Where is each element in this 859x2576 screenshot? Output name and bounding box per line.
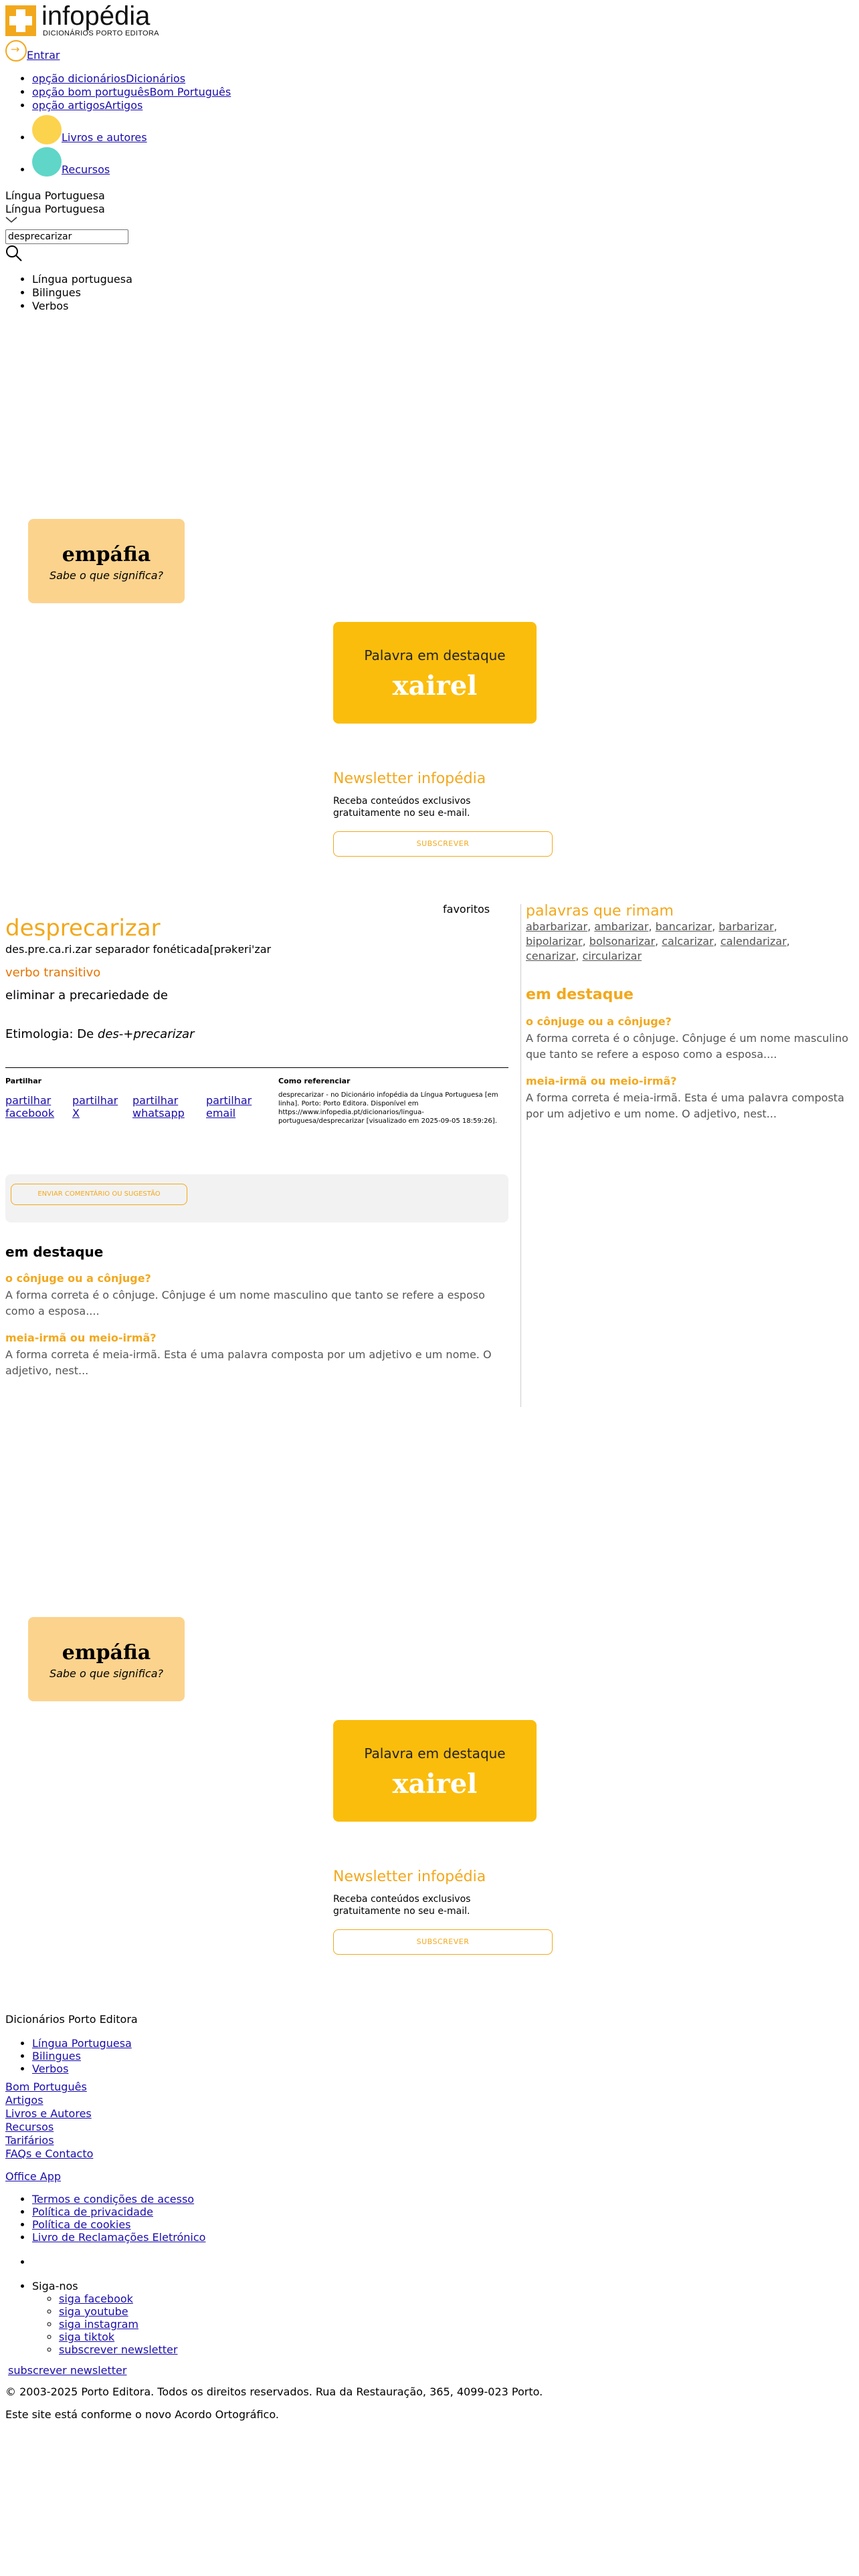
citation-box xyxy=(278,1077,499,1125)
share-title: Partilhar xyxy=(5,1077,42,1085)
rhyme-link[interactable]: bolsonarizar xyxy=(589,935,656,948)
footer-link[interactable]: Livros e Autores xyxy=(5,2107,92,2120)
rhymes-box xyxy=(526,903,859,1122)
facebook-icon[interactable]: siga facebook xyxy=(59,2292,133,2305)
rhyme-link[interactable]: circularizar xyxy=(582,950,642,962)
search-icon[interactable] xyxy=(5,245,23,262)
legal-item xyxy=(32,2218,855,2231)
footer-dict-item xyxy=(32,2062,855,2075)
newsletter-title: Newsletter infopédia xyxy=(333,770,486,787)
featured-item[interactable] xyxy=(526,1015,854,1063)
legal-link[interactable]: Política de cookies xyxy=(32,2218,131,2231)
newsletter-box xyxy=(333,1868,554,1955)
rhyme-link[interactable]: calendarizar xyxy=(720,935,787,948)
login-link[interactable]: Entrar xyxy=(27,49,60,62)
legal-link[interactable]: Política de privacidade xyxy=(32,2206,153,2218)
infopedia-logo[interactable] xyxy=(5,1,206,39)
quiz-word: empáfia xyxy=(62,543,151,566)
etymology-label: Etimologia: De xyxy=(5,1027,94,1041)
nav-item-livros[interactable]: • Livros e autores xyxy=(32,115,231,144)
newsletter-title: Newsletter infopédia xyxy=(333,1868,486,1885)
featured-item-text: A forma correta é o cônjuge. Cônjuge é um nome masculino que tanto se refere a esposo como a esposa.... xyxy=(526,1032,849,1061)
featured-word-title: Palavra em destaque xyxy=(364,647,506,663)
rhyme-link[interactable]: bipolarizar xyxy=(526,935,583,948)
follow-item xyxy=(32,2280,855,2356)
share-whatsapp-button[interactable]: partilhar whatsapp xyxy=(132,1094,185,1119)
dictionary-selector[interactable] xyxy=(5,189,105,216)
dictionary-selected: Língua Portuguesa xyxy=(5,189,105,202)
legal-item xyxy=(32,2206,855,2218)
word-quiz-card[interactable] xyxy=(28,519,185,603)
footer-link[interactable]: Verbos xyxy=(32,2062,69,2075)
featured-item[interactable] xyxy=(526,1075,854,1122)
artigos-icon: opção artigos xyxy=(32,99,105,112)
etymology xyxy=(5,1027,194,1041)
youtube-icon[interactable]: siga youtube xyxy=(59,2305,128,2318)
search-input[interactable] xyxy=(5,229,128,244)
rhyme-link[interactable]: abarbarizar xyxy=(526,920,588,933)
office-app-link[interactable]: Office App xyxy=(5,2170,62,2183)
dictionary-option[interactable]: • Verbos xyxy=(32,300,132,313)
featured-item-title: o cônjuge ou a cônjuge? xyxy=(526,1015,672,1028)
footer xyxy=(5,2013,855,2422)
dicionarios-icon: opção dicionários xyxy=(32,72,126,85)
footer-legal xyxy=(5,2193,855,2244)
rhyme-link[interactable]: calcarizar xyxy=(662,935,714,948)
social-item xyxy=(59,2305,855,2318)
syllables: des.pre.ca.ri.zar xyxy=(5,943,92,956)
featured-item-text: A forma correta é meia-irmã. Esta é uma palavra composta por um adjetivo e um nome. O adjetivo, nest... xyxy=(526,1091,844,1120)
entry-phonetics xyxy=(5,943,271,956)
quiz-question: Sabe o que significa? xyxy=(49,1667,164,1680)
empty-item xyxy=(32,2256,855,2269)
subscribe-newsletter-link[interactable]: subscrever newsletter xyxy=(59,2343,178,2356)
citation-text: desprecarizar - no Dicionário infopédia da Língua Portuguesa [em linha]. Porto: Porto Editora. Disponível em https://www.infopedia.pt/dicionarios/lingua-portuguesa/desprecarizar [visualizado em 2025-09-05 18:59:26]. xyxy=(278,1091,498,1125)
sidebar-divider xyxy=(520,904,521,1407)
citation-title: Como referenciar xyxy=(278,1077,351,1085)
footer-link[interactable]: Tarifários xyxy=(5,2134,54,2147)
dictionary-option[interactable]: • Bilingues xyxy=(32,286,132,300)
entry-word: desprecarizar xyxy=(5,915,161,942)
featured-word-card[interactable] xyxy=(333,622,537,724)
featured-item[interactable] xyxy=(5,1331,500,1379)
featured-word-card[interactable] xyxy=(333,1720,537,1822)
instagram-icon[interactable]: siga instagram xyxy=(59,2318,138,2331)
chevron-down-icon[interactable] xyxy=(5,215,17,226)
footer-social-wrap xyxy=(5,2256,855,2356)
footer-dicts xyxy=(5,2037,855,2075)
legal-link[interactable]: Termos e condições de acesso xyxy=(32,2193,195,2206)
newsletter-box xyxy=(333,770,554,857)
featured-item-text: A forma correta é meia-irmã. Esta é uma palavra composta por um adjetivo e um nome. O adjetivo, nest... xyxy=(5,1348,492,1377)
featured-item-title: meia-irmã ou meio-irmã? xyxy=(526,1075,677,1087)
bom-portugues-icon: opção bom português xyxy=(32,86,150,98)
nav-item-recursos[interactable]: • Recursos xyxy=(32,147,231,177)
favorites-icon[interactable]: favoritos xyxy=(443,903,490,916)
phonetic-separator-icon: separador fonética xyxy=(95,943,197,956)
footer-dict-item xyxy=(32,2037,855,2050)
dictionary-options xyxy=(5,273,132,313)
logo-name: infopédia xyxy=(41,1,151,31)
books-icon xyxy=(32,115,62,144)
footer-link[interactable]: Recursos xyxy=(5,2121,54,2133)
dictionary-selected-label: Língua Portuguesa xyxy=(5,203,105,215)
featured-word-title: Palavra em destaque xyxy=(364,1745,506,1761)
footer-link[interactable]: Artigos xyxy=(5,2094,43,2107)
quiz-word: empáfia xyxy=(62,1641,151,1665)
featured-title: em destaque xyxy=(5,1244,104,1260)
nav-item-artigos[interactable]: • opção artigosArtigos xyxy=(32,99,231,112)
featured-item-text: A forma correta é o cônjuge. Cônjuge é um nome masculino que tanto se refere a esposo como a esposa.... xyxy=(5,1289,485,1317)
rhyme-link[interactable]: ambarizar xyxy=(594,920,649,933)
legal-item xyxy=(32,2231,855,2244)
footer-link[interactable]: Bom Português xyxy=(5,2080,87,2093)
featured-section-sidebar xyxy=(526,986,854,1122)
share-box xyxy=(5,1077,273,1119)
word-quiz-card[interactable] xyxy=(28,1617,185,1701)
etymology-value: des-+precarizar xyxy=(97,1027,195,1041)
phonetic: da[prəkɐri'zar xyxy=(196,943,272,956)
share-email-button[interactable]: partilhar email xyxy=(206,1094,252,1119)
send-comment-button[interactable]: ENVIAR COMENTÁRIO OU SUGESTÃO xyxy=(11,1184,187,1205)
login-icon xyxy=(5,40,27,62)
featured-item-title: o cônjuge ou a cônjuge? xyxy=(5,1272,151,1285)
legal-link[interactable]: Livro de Reclamações Eletrónico xyxy=(32,2231,206,2244)
subscribe-button[interactable]: SUBSCREVER xyxy=(333,1929,553,1955)
social-item xyxy=(59,2343,855,2356)
definition: eliminar a precariedade de xyxy=(5,988,169,1002)
footer-link[interactable]: Bilingues xyxy=(32,2050,81,2062)
follow-label: Siga-nos xyxy=(32,2280,78,2292)
logo-cross-icon xyxy=(5,5,36,36)
resources-icon xyxy=(32,147,62,177)
featured-word: xairel xyxy=(392,670,478,702)
featured-section-main xyxy=(5,1244,500,1379)
featured-item-title: meia-irmã ou meio-irmã? xyxy=(5,1331,157,1344)
rhyme-link[interactable]: bancarizar xyxy=(655,920,712,933)
rhyme-link[interactable]: cenarizar xyxy=(526,950,576,962)
login[interactable] xyxy=(5,40,60,62)
nav-item-bom-portugues[interactable]: • opção bom portuguêsBom Português xyxy=(32,86,231,99)
comment-box xyxy=(5,1174,508,1222)
newsletter-text: Receba conteúdos exclusivos gratuitamente no seu e-mail. xyxy=(333,1894,471,1917)
social-item xyxy=(59,2331,855,2343)
subscribe-newsletter-link-2[interactable]: subscrever newsletter xyxy=(8,2364,127,2377)
social-item xyxy=(59,2318,855,2331)
nav-item-dicionarios[interactable]: • opção dicionáriosDicionários xyxy=(32,72,231,86)
dictionary-option[interactable]: • Língua portuguesa xyxy=(32,273,132,286)
rhymes-title: palavras que rimam xyxy=(526,903,674,920)
footer-link[interactable]: FAQs e Contacto xyxy=(5,2147,94,2160)
main-nav xyxy=(5,72,231,177)
footer-title: Dicionários Porto Editora xyxy=(5,2013,138,2026)
rhyme-link[interactable]: barbarizar xyxy=(719,920,774,933)
share-x-button[interactable]: partilhar X xyxy=(72,1094,118,1119)
tiktok-icon[interactable]: siga tiktok xyxy=(59,2331,115,2343)
legal-item xyxy=(32,2193,855,2206)
rhymes-list: abarbarizar, ambarizar, bancarizar, barbarizar, bipolarizar, bolsonarizar, calcarizar, calendarizar, cenarizar, circularizar xyxy=(526,920,790,962)
word-class: verbo transitivo xyxy=(5,966,101,980)
copyright: © 2003-2025 Porto Editora. Todos os direitos reservados. Rua da Restauração, 365, 4099-023 Porto. xyxy=(5,2385,543,2398)
subscribe-button[interactable]: SUBSCREVER xyxy=(333,831,553,857)
footer-link[interactable]: Língua Portuguesa xyxy=(32,2037,132,2050)
featured-title: em destaque xyxy=(526,986,634,1003)
logo-subtitle: DICIONÁRIOS PORTO EDITORA xyxy=(43,29,159,37)
featured-word: xairel xyxy=(392,1768,478,1800)
newsletter-text: Receba conteúdos exclusivos gratuitamente no seu e-mail. xyxy=(333,796,471,819)
divider xyxy=(5,1067,508,1068)
quiz-question: Sabe o que significa? xyxy=(49,569,164,582)
footer-dict-item xyxy=(32,2050,855,2062)
social-item xyxy=(59,2292,855,2305)
share-facebook-button[interactable]: partilhar facebook xyxy=(5,1094,55,1119)
orthographic-agreement: Este site está conforme o novo Acordo Ortográfico. xyxy=(5,2408,279,2421)
footer-links xyxy=(5,2080,855,2161)
featured-item[interactable] xyxy=(5,1272,500,1319)
